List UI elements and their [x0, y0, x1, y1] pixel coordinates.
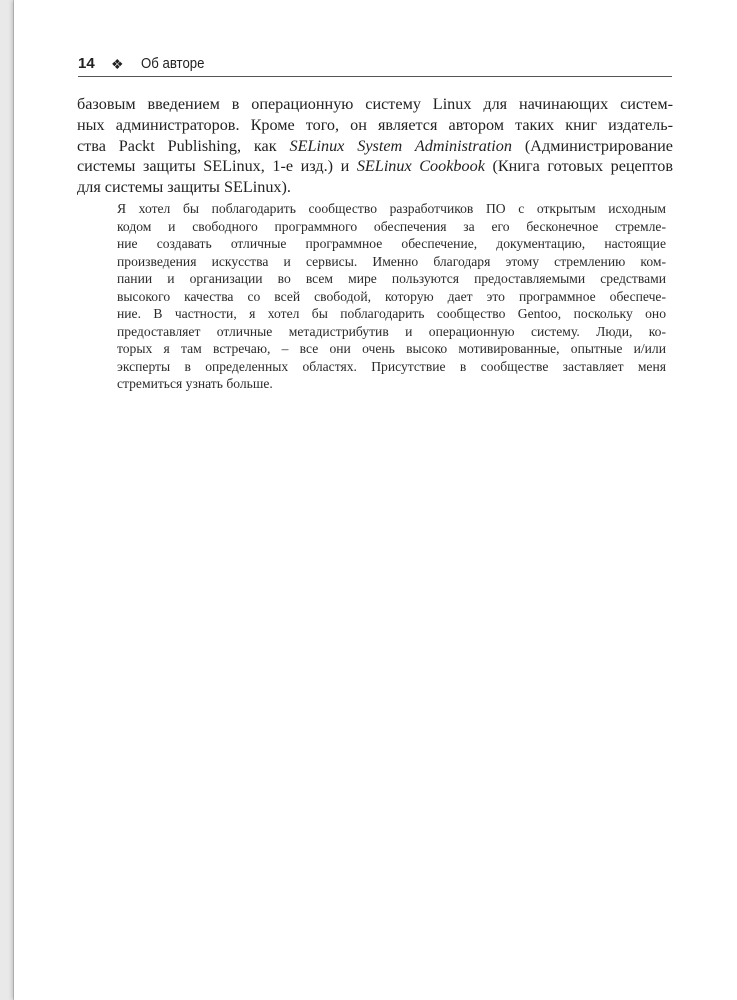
ack-line: Я хотел бы поблагодарить сообщество разработчиков ПО с открытым исходным [117, 201, 666, 216]
text-run: ных администраторов. Кроме того, он является автором таких книг издатель- [77, 115, 673, 134]
ack-line: ние. В частности, я хотел бы поблагодарить сообщество Gentoo, поскольку оно [117, 306, 666, 321]
body-paragraph [77, 94, 673, 198]
ack-line: ние создавать отличные программное обеспечение, документацию, настоящие [117, 236, 666, 251]
paragraph-line [77, 94, 673, 115]
paragraph-line [77, 156, 673, 177]
ack-line: пании и организации во всем мире пользуются предоставляемыми средствами [117, 271, 666, 286]
ack-line: кодом и свободного программного обеспечения за его бесконечное стремле- [117, 218, 666, 234]
running-header [78, 54, 672, 77]
ack-line: эксперты в определенных областях. Присутствие в сообществе заставляет меня [117, 358, 666, 374]
paragraph-line [77, 177, 673, 198]
paragraph-line [77, 115, 673, 136]
ack-line: предоставляет отличные метадистрибутив и операционную систему. Люди, ко- [117, 323, 666, 339]
ack-line: высокого качества со всей свободой, которую дает это программное обеспече- [117, 288, 666, 304]
section-title: Об авторе [141, 55, 205, 72]
text-run: (Книга готовых рецептов [484, 157, 673, 176]
paragraph-line [77, 136, 673, 157]
ack-line: произведения искусства и сервисы. Именно благодаря этому стремлению ком- [117, 253, 666, 269]
acknowledgement-block [117, 200, 666, 393]
ack-line: торых я там встречаю, – все они очень высоко мотивированные, опытные и/или [117, 341, 666, 356]
book-page [14, 0, 737, 1000]
book-title-italic: SELinux Cookbook [356, 157, 485, 176]
text-run: ства Packt Publishing, как [77, 136, 290, 155]
ack-line: стремиться узнать больше. [117, 376, 273, 391]
text-run: системы защиты SELinux, 1-е изд.) и [77, 157, 357, 176]
text-run: (Администрирование [511, 136, 673, 155]
text-run: базовым введением в операционную систему Linux для начинающих систем- [77, 95, 673, 113]
book-title-italic: SELinux System Administration [289, 136, 512, 155]
text-run: для системы защиты SELinux). [77, 178, 291, 197]
page-number: 14 [78, 55, 95, 72]
separator-icon: ❖ [111, 56, 124, 72]
